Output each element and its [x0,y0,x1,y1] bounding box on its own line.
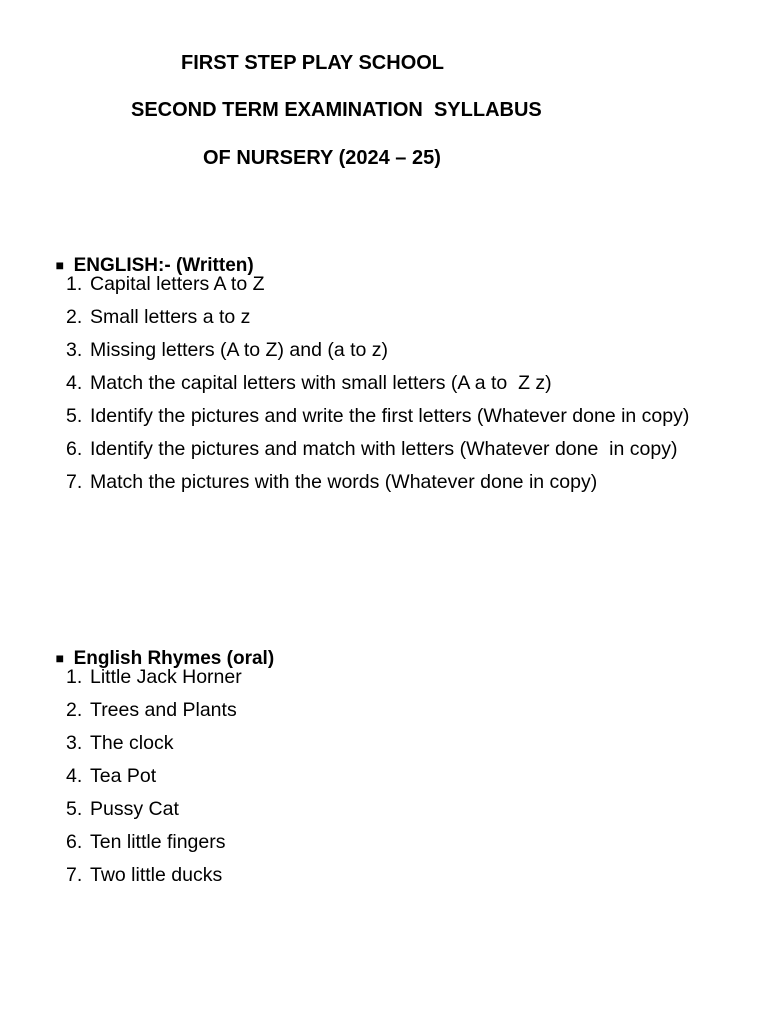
item-text: Two little ducks [90,864,223,886]
exam-title: SECOND TERM EXAMINATION SYLLABUS [131,99,542,121]
item-text: Missing letters (A to Z) and (a to z) [90,339,389,361]
square-bullet-icon: ■ [55,257,65,273]
item-text: Identify the pictures and write the first letters (Whatever done in copy) [90,405,690,427]
item-text: Pussy Cat [90,798,179,820]
item-number: 1. [66,273,83,295]
list-item [66,367,726,400]
item-number: 4. [66,372,83,394]
item-text: Small letters a to z [90,306,251,328]
class-year: OF NURSERY (2024 – 25) [203,147,441,169]
list-item [66,793,726,826]
item-number: 2. [66,699,83,721]
item-number: 7. [66,471,83,493]
item-number: 3. [66,732,83,754]
item-text: Tea Pot [90,765,157,787]
item-number: 5. [66,405,83,427]
list-item [66,661,726,694]
item-number: 6. [66,831,83,853]
english-rhymes-list [66,661,726,892]
item-number: 2. [66,306,83,328]
list-item [66,301,726,334]
list-item [66,727,726,760]
item-text: The clock [90,732,174,754]
item-number: 1. [66,666,83,688]
item-text: Little Jack Horner [90,666,242,688]
list-item [66,859,726,892]
square-bullet-icon: ■ [55,650,65,666]
item-number: 6. [66,438,83,460]
item-number: 3. [66,339,83,361]
section-heading-text: English Rhymes (oral) [73,648,275,669]
item-text: Match the pictures with the words (Whatever done in copy) [90,471,598,493]
list-item [66,760,726,793]
item-number: 5. [66,798,83,820]
item-text: Ten little fingers [90,831,226,853]
list-item [66,466,726,499]
item-text: Identify the pictures and match with letters (Whatever done in copy) [90,438,678,460]
list-item [66,268,726,301]
item-text: Capital letters A to Z [90,273,265,295]
list-item [66,433,726,466]
list-item [66,400,726,433]
item-text: Trees and Plants [90,699,237,721]
item-text: Match the capital letters with small letters (A a to Z z) [90,372,552,394]
english-written-list [66,268,726,499]
section-heading-text: ENGLISH:- (Written) [73,255,254,276]
item-number: 4. [66,765,83,787]
school-name: FIRST STEP PLAY SCHOOL [181,52,445,74]
list-item [66,694,726,727]
list-item [66,334,726,367]
item-number: 7. [66,864,83,886]
list-item [66,826,726,859]
